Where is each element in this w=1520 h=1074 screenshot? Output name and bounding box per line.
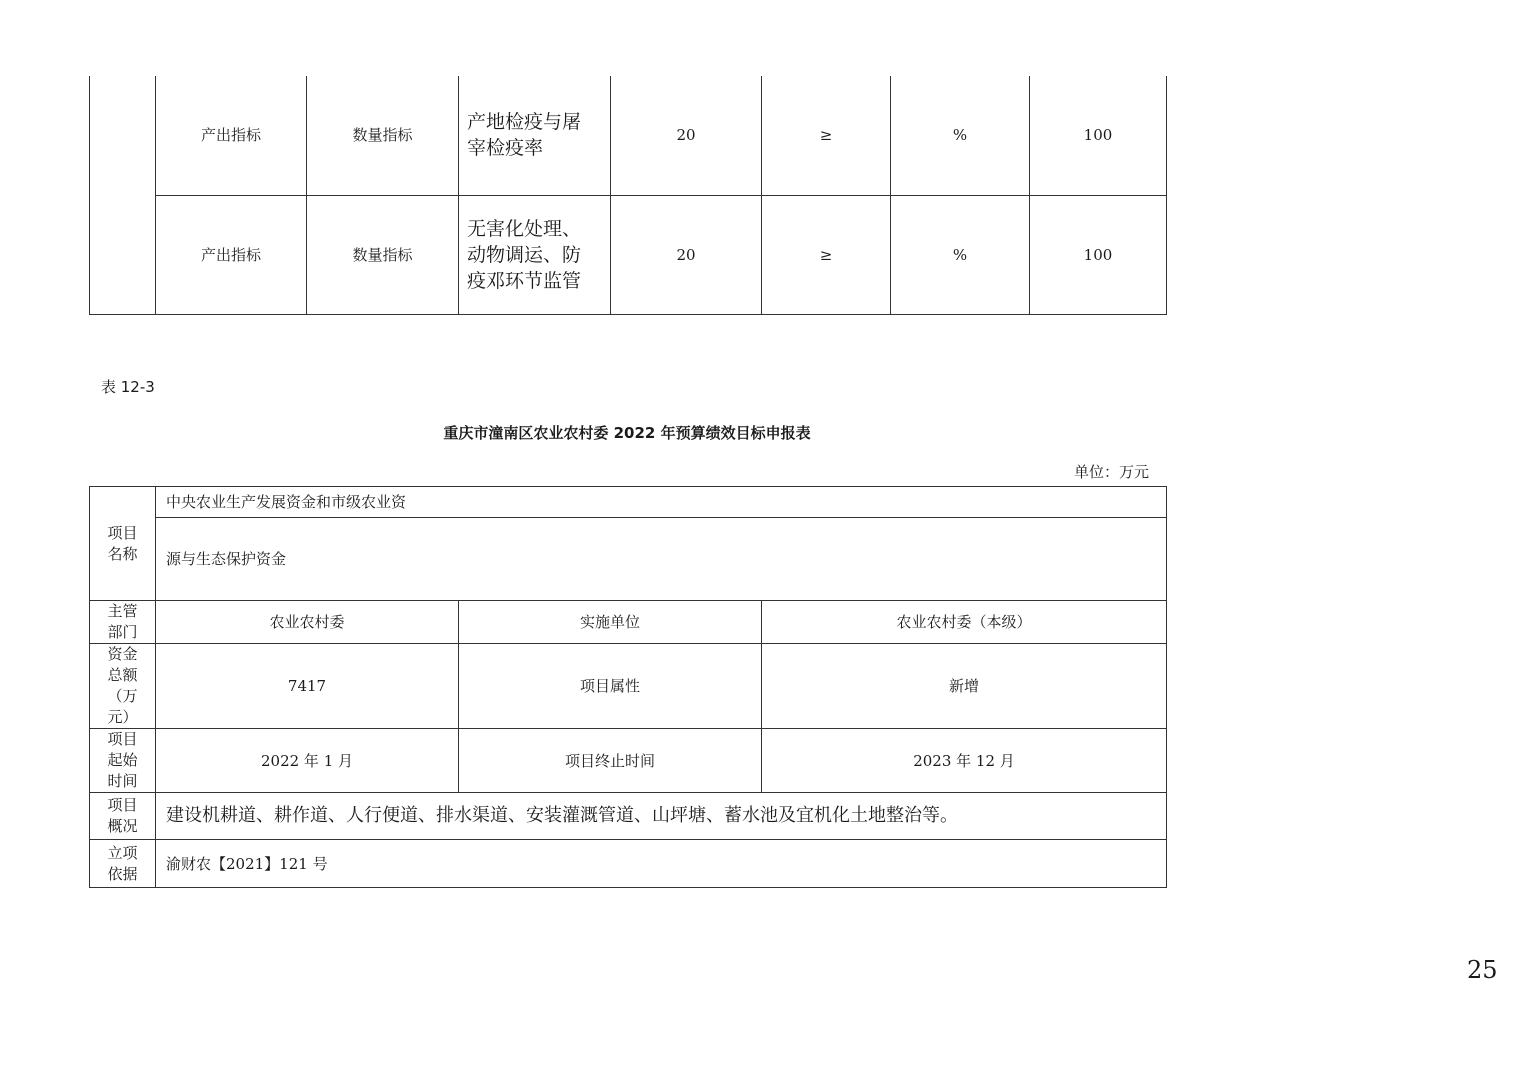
indicator-weight: 20: [611, 76, 762, 195]
basis-value: 渝财农【2021】121 号: [156, 840, 1167, 888]
indicator-line: 疫邓环节监管: [467, 269, 582, 292]
department-value: 农业农村委: [156, 601, 459, 644]
indicator-line: 动物调运、防: [467, 243, 582, 266]
end-time-label: 项目终止时间: [459, 729, 762, 793]
implementing-unit-label: 实施单位: [459, 601, 762, 644]
table-number-label: 表 12-3: [101, 378, 155, 396]
overview-label: 项目 概况: [90, 793, 156, 840]
project-name-label: 项目 名称: [90, 487, 156, 601]
end-time-value: 2023 年 12 月: [762, 729, 1167, 793]
indicator-unit: %: [891, 76, 1030, 195]
third-level-indicator: [459, 76, 611, 195]
table-row: [90, 644, 1167, 729]
table-row: [90, 76, 1167, 195]
table-row: [90, 601, 1167, 644]
indicator-target: 100: [1030, 195, 1167, 314]
third-level-indicator: [459, 195, 611, 314]
indicator-line: 无害化处理、: [467, 217, 582, 240]
indicator-line: 宰检疫率: [467, 137, 544, 160]
project-name-line1: 中央农业生产发展资金和市级农业资: [156, 487, 1167, 518]
indicator-target: 100: [1030, 76, 1167, 195]
table-row: [90, 793, 1167, 840]
indicator-line: 产地检疫与屠: [467, 111, 582, 134]
start-time-value: 2022 年 1 月: [156, 729, 459, 793]
table-row: [90, 518, 1167, 601]
document-title: 重庆市潼南区农业农村委 2022 年预算绩效目标申报表: [443, 424, 811, 442]
project-name-line2: 源与生态保护资金: [156, 518, 1167, 601]
basis-label: 立项 依据: [90, 840, 156, 888]
table-row: [90, 729, 1167, 793]
first-level-indicator: 产出指标: [156, 195, 307, 314]
fund-total-label: 资金 总额 （万 元）: [90, 644, 156, 729]
project-info-table: [89, 486, 1167, 888]
indicator-weight: 20: [611, 195, 762, 314]
table-row: [90, 487, 1167, 518]
implementing-unit-value: 农业农村委（本级）: [762, 601, 1167, 644]
overview-value: 建设机耕道、耕作道、人行便道、排水渠道、安装灌溉管道、山坪塘、蓄水池及宜机化土地整治等。: [156, 793, 1167, 840]
unit-label: 单位：万元: [1074, 463, 1150, 481]
project-attribute-label: 项目属性: [459, 644, 762, 729]
fund-total-value: 7417: [156, 644, 459, 729]
merged-cell: [90, 76, 156, 314]
indicator-unit: %: [891, 195, 1030, 314]
indicator-operator: ≥: [762, 76, 891, 195]
start-time-label: 项目 起始 时间: [90, 729, 156, 793]
project-attribute-value: 新增: [762, 644, 1167, 729]
table-row: [90, 195, 1167, 314]
page-number: 25: [1467, 956, 1498, 984]
table-row: [90, 840, 1167, 888]
second-level-indicator: 数量指标: [307, 195, 459, 314]
second-level-indicator: 数量指标: [307, 76, 459, 195]
first-level-indicator: 产出指标: [156, 76, 307, 195]
performance-indicator-table: [89, 76, 1167, 315]
department-label: 主管 部门: [90, 601, 156, 644]
indicator-operator: ≥: [762, 195, 891, 314]
